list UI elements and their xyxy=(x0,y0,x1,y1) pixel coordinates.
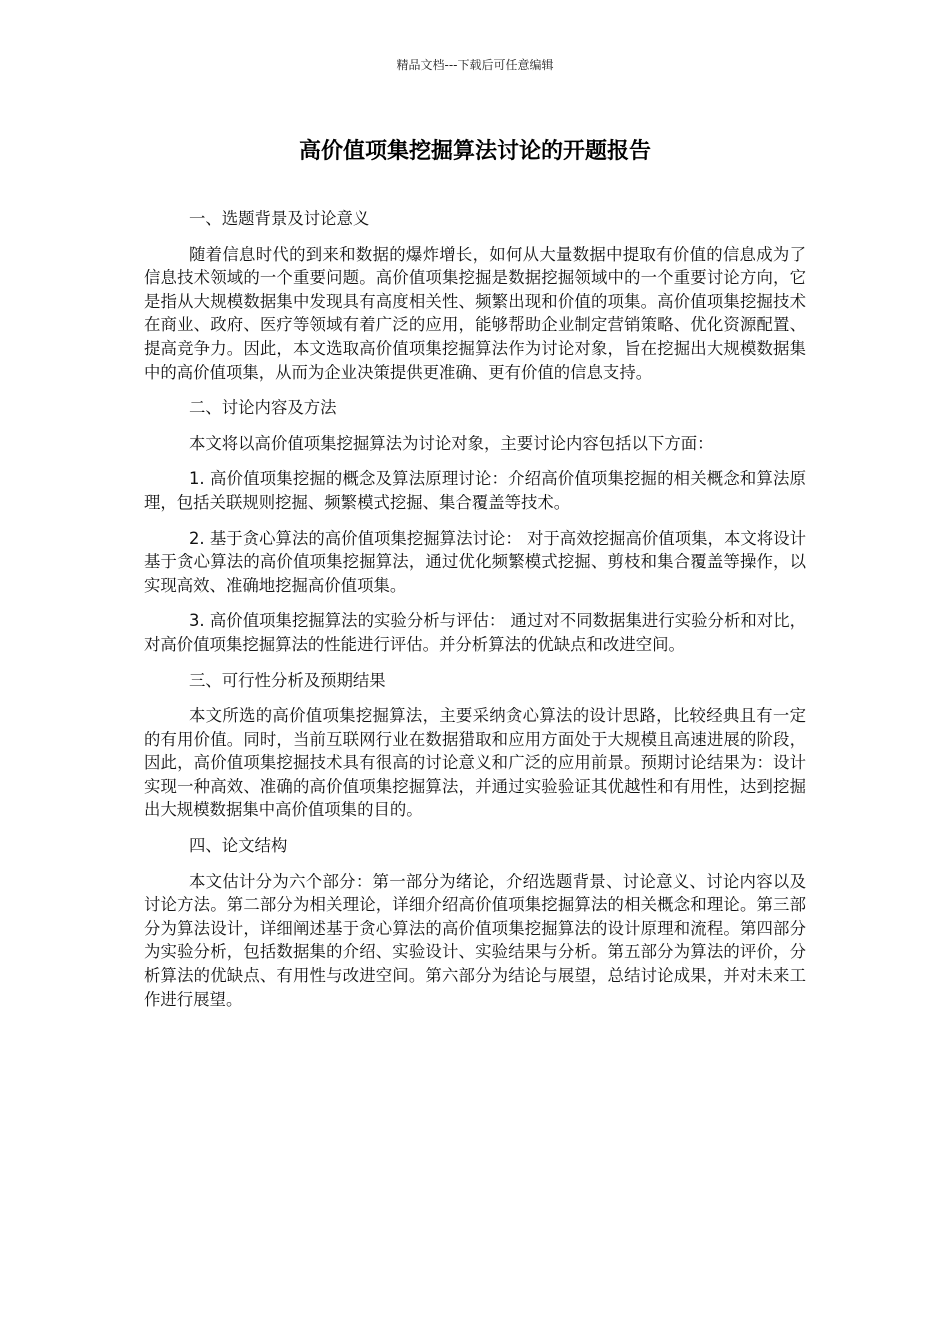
document-title: 高价值项集挖掘算法讨论的开题报告 xyxy=(298,139,651,164)
paragraph-content-item-1: 1. 高价值项集挖掘的概念及算法原理讨论：介绍高价值项集挖掘的相关概念和算法原理，包括关联规则挖掘、频繁模式挖掘、集合覆盖等技术。 xyxy=(144,469,806,512)
document-body xyxy=(144,207,806,1023)
paragraph-content-item-3: 3. 高价值项集挖掘算法的实验分析与评估： 通过对不同数据集进行实验分析和对比，对高价值项集挖掘算法的性能进行评估。并分析算法的优缺点和改进空间。 xyxy=(144,611,806,654)
paragraph-feasibility: 本文所选的高价值项集挖掘算法，主要采纳贪心算法的设计思路，比较经典且有一定的有用价值。同时，当前互联网行业在数据猎取和应用方面处于大规模且高速进展的阶段，因此，高价值项集挖掘技术具有很高的讨论意义和广泛的应用前景。预期讨论结果为：设计实现一种高效、准确的高价值项集挖掘算法，并通过实验验证其优越性和有用性，达到挖掘出大规模数据集中高价值项集的目的。 xyxy=(144,706,806,820)
section-heading-feasibility: 三、可行性分析及预期结果 xyxy=(189,670,386,690)
section-heading-structure: 四、论文结构 xyxy=(189,836,288,856)
paragraph-content-item-2: 2. 基于贪心算法的高价值项集挖掘算法讨论： 对于高效挖掘高价值项集，本文将设计基于贪心算法的高价值项集挖掘算法，通过优化频繁模式挖掘、剪枝和集合覆盖等操作，以实现高效、准确地挖掘高价值项集。 xyxy=(144,528,806,595)
paragraph-content-intro: 本文将以高价值项集挖掘算法为讨论对象，主要讨论内容包括以下方面： xyxy=(189,433,714,453)
section-heading-background: 一、选题背景及讨论意义 xyxy=(189,209,370,228)
paragraph-background: 随着信息时代的到来和数据的爆炸增长，如何从大量数据中提取有价值的信息成为了信息技术领域的一个重要问题。高价值项集挖掘是数据挖掘领域中的一个重要讨论方向，它是指从大规模数据集中发现具有高度相关性、频繁出现和价值的项集。高价值项集挖掘技术在商业、政府、医疗等领域有着广泛的应用，能够帮助企业制定营销策略、优化资源配置、提高竞争力。因此，本文选取高价值项集挖掘算法作为讨论对象，旨在挖掘出大规模数据集中的高价值项集，从而为企业决策提供更准确、更有价值的信息支持。 xyxy=(144,244,806,382)
page-header: 精品文档---下载后可任意编辑 xyxy=(396,58,554,72)
section-heading-content-method: 二、讨论内容及方法 xyxy=(189,398,337,418)
paragraph-structure: 本文估计分为六个部分：第一部分为绪论，介绍选题背景、讨论意义、讨论内容以及讨论方法。第二部分为相关理论，详细介绍高价值项集挖掘算法的相关概念和理论。第三部分为算法设计，详细阐述基于贪心算法的高价值项集挖掘算法的设计原理和流程。第四部分为实验分析，包括数据集的介绍、实验设计、实验结果与分析。第五部分为算法的评价，分析算法的优缺点、有用性与改进空间。第六部分为结论与展望，总结讨论成果，并对未来工作进行展望。 xyxy=(144,871,806,1009)
